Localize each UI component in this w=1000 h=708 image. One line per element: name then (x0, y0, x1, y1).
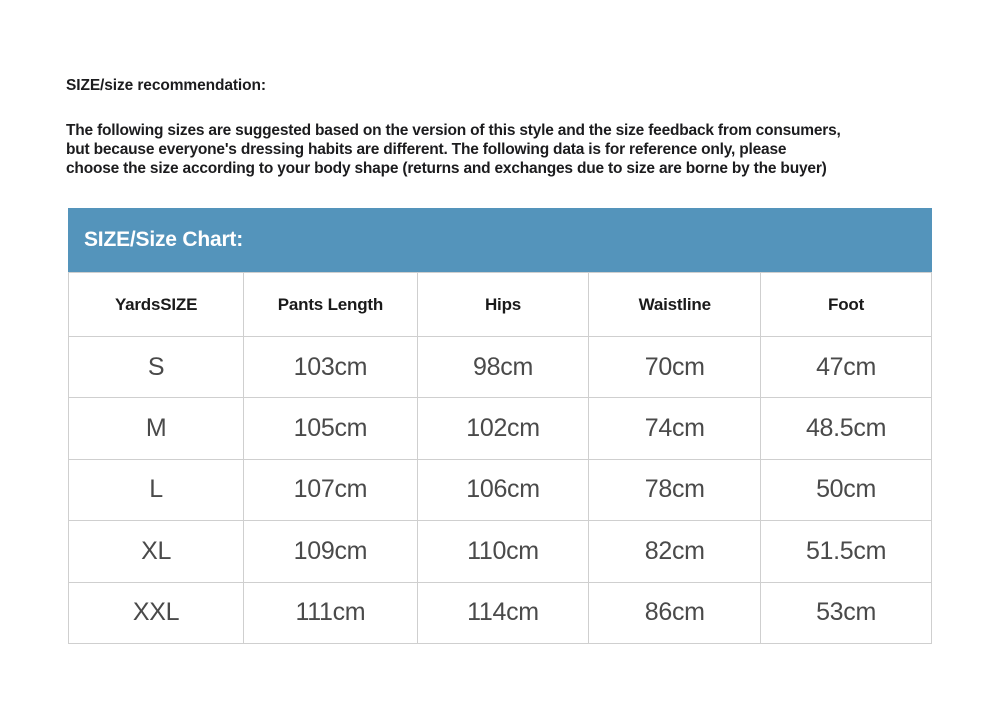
hips-value: 114cm (417, 582, 589, 643)
table-row (69, 582, 932, 643)
size-label: XL (69, 521, 244, 582)
column-header-waistline: Waistline (589, 273, 761, 337)
table-row (69, 459, 932, 520)
foot-value: 53cm (761, 582, 932, 643)
waistline-value: 78cm (589, 459, 761, 520)
pants-length-value: 103cm (244, 337, 417, 398)
waistline-value: 70cm (589, 337, 761, 398)
waistline-value: 86cm (589, 582, 761, 643)
size-label: XXL (69, 582, 244, 643)
pants-length-value: 111cm (244, 582, 417, 643)
paragraph-line: but because everyone's dressing habits are different. The following data is for reference only, please (66, 141, 787, 158)
size-table-header-row (69, 273, 932, 337)
waistline-value: 82cm (589, 521, 761, 582)
table-row (69, 521, 932, 582)
size-recommendation-paragraph (66, 121, 841, 178)
paragraph-line: The following sizes are suggested based on the version of this style and the size feedback from consumers, (66, 122, 841, 139)
foot-value: 50cm (761, 459, 932, 520)
foot-value: 47cm (761, 337, 932, 398)
paragraph-line: choose the size according to your body shape (returns and exchanges due to size are borne by the buyer) (66, 160, 827, 177)
column-header-yards-size: YardsSIZE (69, 273, 244, 337)
size-chart-title-bar (68, 208, 932, 272)
foot-value: 51.5cm (761, 521, 932, 582)
size-label: S (69, 337, 244, 398)
table-row (69, 337, 932, 398)
pants-length-value: 109cm (244, 521, 417, 582)
size-label: M (69, 398, 244, 459)
size-chart-section (68, 208, 932, 644)
foot-value: 48.5cm (761, 398, 932, 459)
hips-value: 106cm (417, 459, 589, 520)
table-row (69, 398, 932, 459)
size-label: L (69, 459, 244, 520)
column-header-pants-length: Pants Length (244, 273, 417, 337)
pants-length-value: 107cm (244, 459, 417, 520)
hips-value: 98cm (417, 337, 589, 398)
pants-length-value: 105cm (244, 398, 417, 459)
size-chart-title: SIZE/Size Chart: (84, 228, 243, 251)
size-table (68, 272, 932, 644)
size-recommendation-heading: SIZE/size recommendation: (66, 77, 266, 94)
hips-value: 102cm (417, 398, 589, 459)
waistline-value: 74cm (589, 398, 761, 459)
column-header-foot: Foot (761, 273, 932, 337)
column-header-hips: Hips (417, 273, 589, 337)
hips-value: 110cm (417, 521, 589, 582)
